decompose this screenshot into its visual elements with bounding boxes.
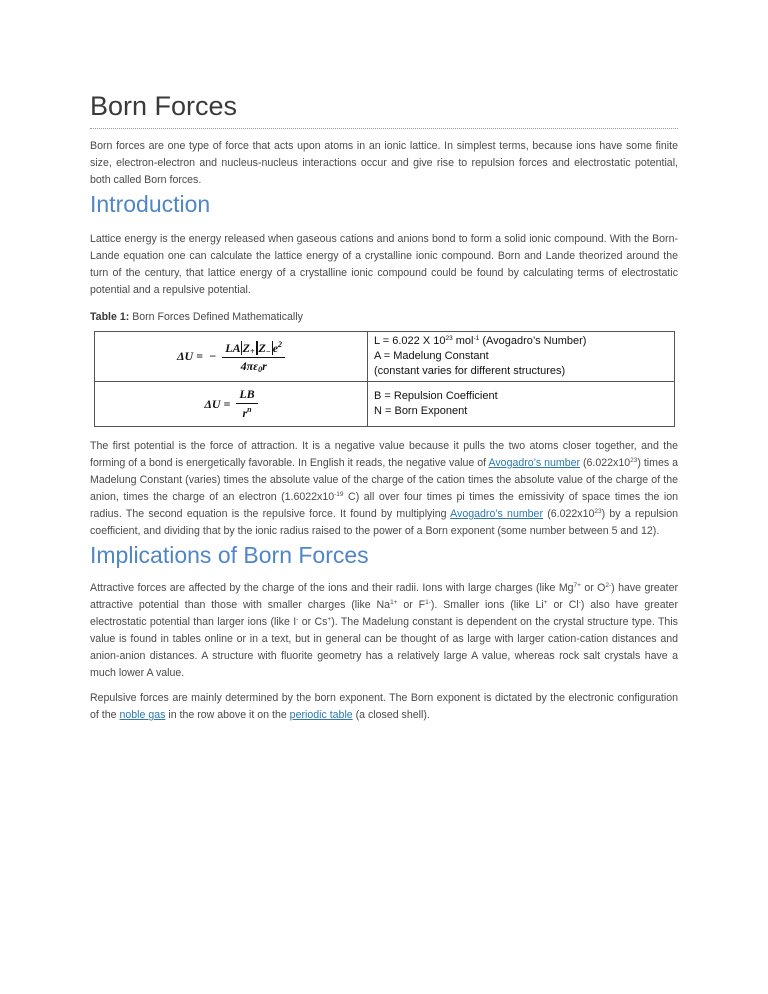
fraction-numerator: LB bbox=[236, 387, 257, 404]
attraction-equation-cell bbox=[95, 332, 368, 382]
repulsion-fraction bbox=[236, 387, 257, 421]
introduction-heading: Introduction bbox=[90, 191, 211, 217]
equation-sign: − bbox=[208, 349, 217, 363]
noble-gas-link[interactable]: noble gas bbox=[119, 709, 166, 721]
definition-A-note: (constant varies for different structures) bbox=[374, 365, 566, 377]
table-row bbox=[95, 382, 675, 427]
repulsive-forces-paragraph: Repulsive forces are mainly determined by the born exponent. The Born exponent is dictated by the electronic configuration of the noble gas in the row above it on the periodic table (a closed shell). bbox=[90, 692, 678, 721]
attraction-equation bbox=[95, 340, 367, 374]
lattice-energy-paragraph: Lattice energy is the energy released when gaseous cations and anions bond to form a solid ionic compound. With the Born-Lande equation one can calculate the lattice energy of a crystalline ionic compound. Born and Lande theorized around the turn of the century, that lattice energy of a crystalline ionic compound could be found by calculating terms of electrostatic potential and a repulsive potential. bbox=[90, 233, 678, 296]
first-potential-paragraph: The first potential is the force of attraction. It is a negative value because it pulls the two atoms closer together, and the forming of a bond is energetically favorable. In English it reads, the negative value of Avogadro’s number $(6.022x10^{23})$ times a Madelung Constant (varies) times the absolute value of the charge of the cation times the absolute value of the charge of the anion, times the charge of an electron ($1.6022x10^{-19}$ C) all over four times pi times the emissivity of space times the ion radius. The second equation is the repulsive force. It found by multiplying Avogadro’s number $(6.022x10^{23})$ by a repulsion coefficient, and dividing that by the ionic radius raised to the power of a Born exponent (some number between 5 and 12). bbox=[90, 440, 679, 537]
attractive-forces-paragraph: Attractive forces are affected by the charge of the ions and their radii. Ions with large charges (like $Mg^{7+}$ or $O^{2-}$) have greater attractive potential than those with smaller charges (like $Na^{1+}$ or $F^{1-}$). Smaller ions (like Li+ or Cl-) also have greater electrostatic potential than larger ions (like I- or Cs+). The Madelung constant is dependent on the crystal structure type. This value is found in tables online or in a text, but in general can be thought of as large with larger cation-cation distances and anion-anion distances. A structure with fluorite geometry has a relatively large A value, whereas rock salt crystals have a much lower A value. bbox=[90, 582, 679, 679]
avogadro-number-link[interactable]: Avogadro’s number bbox=[488, 457, 581, 469]
intro-paragraph: Born forces are one type of force that acts upon atoms in an ionic lattice. In simplest terms, because ions have some finite size, electron-electron and nucleus-nucleus interactions occur and give rise to repulsion forces and electrostatic potential, both called Born forces. bbox=[90, 140, 678, 186]
definition-A: A = Madelung Constant bbox=[374, 350, 489, 362]
fraction-numerator: LA $Z_+$ $Z_-$ $e^2$ bbox=[222, 340, 285, 358]
page-title: Born Forces bbox=[90, 88, 678, 129]
table-caption-label: Table 1: bbox=[90, 311, 130, 323]
definition-N: N = Born Exponent bbox=[374, 405, 468, 417]
definition-L: L = 6.022 X $10^{23}$ mol$^{-1}$ (Avogadro’s Number) bbox=[374, 335, 587, 347]
equation-lhs: ΔU = bbox=[204, 396, 231, 411]
table-caption-text: Born Forces Defined Mathematically bbox=[129, 311, 303, 323]
born-forces-table bbox=[94, 331, 675, 427]
table-caption bbox=[90, 310, 678, 324]
table-row bbox=[95, 332, 675, 382]
repulsion-equation bbox=[95, 387, 367, 421]
equation-lhs: ΔU = bbox=[176, 349, 203, 363]
attraction-fraction bbox=[222, 340, 285, 374]
attraction-definitions-cell bbox=[368, 332, 675, 382]
repulsion-definitions-cell bbox=[368, 382, 675, 427]
definition-B: B = Repulsion Coefficient bbox=[374, 390, 498, 402]
avogadro-number-link[interactable]: Avogadro’s number bbox=[450, 508, 543, 520]
fraction-denominator: $4\pi\varepsilon_0r$ bbox=[240, 358, 267, 374]
repulsion-equation-cell bbox=[95, 382, 368, 427]
periodic-table-link[interactable]: periodic table bbox=[289, 709, 353, 721]
implications-heading: Implications of Born Forces bbox=[90, 542, 369, 568]
document-content bbox=[90, 88, 678, 724]
fraction-denominator: $r^n$ bbox=[242, 405, 252, 420]
